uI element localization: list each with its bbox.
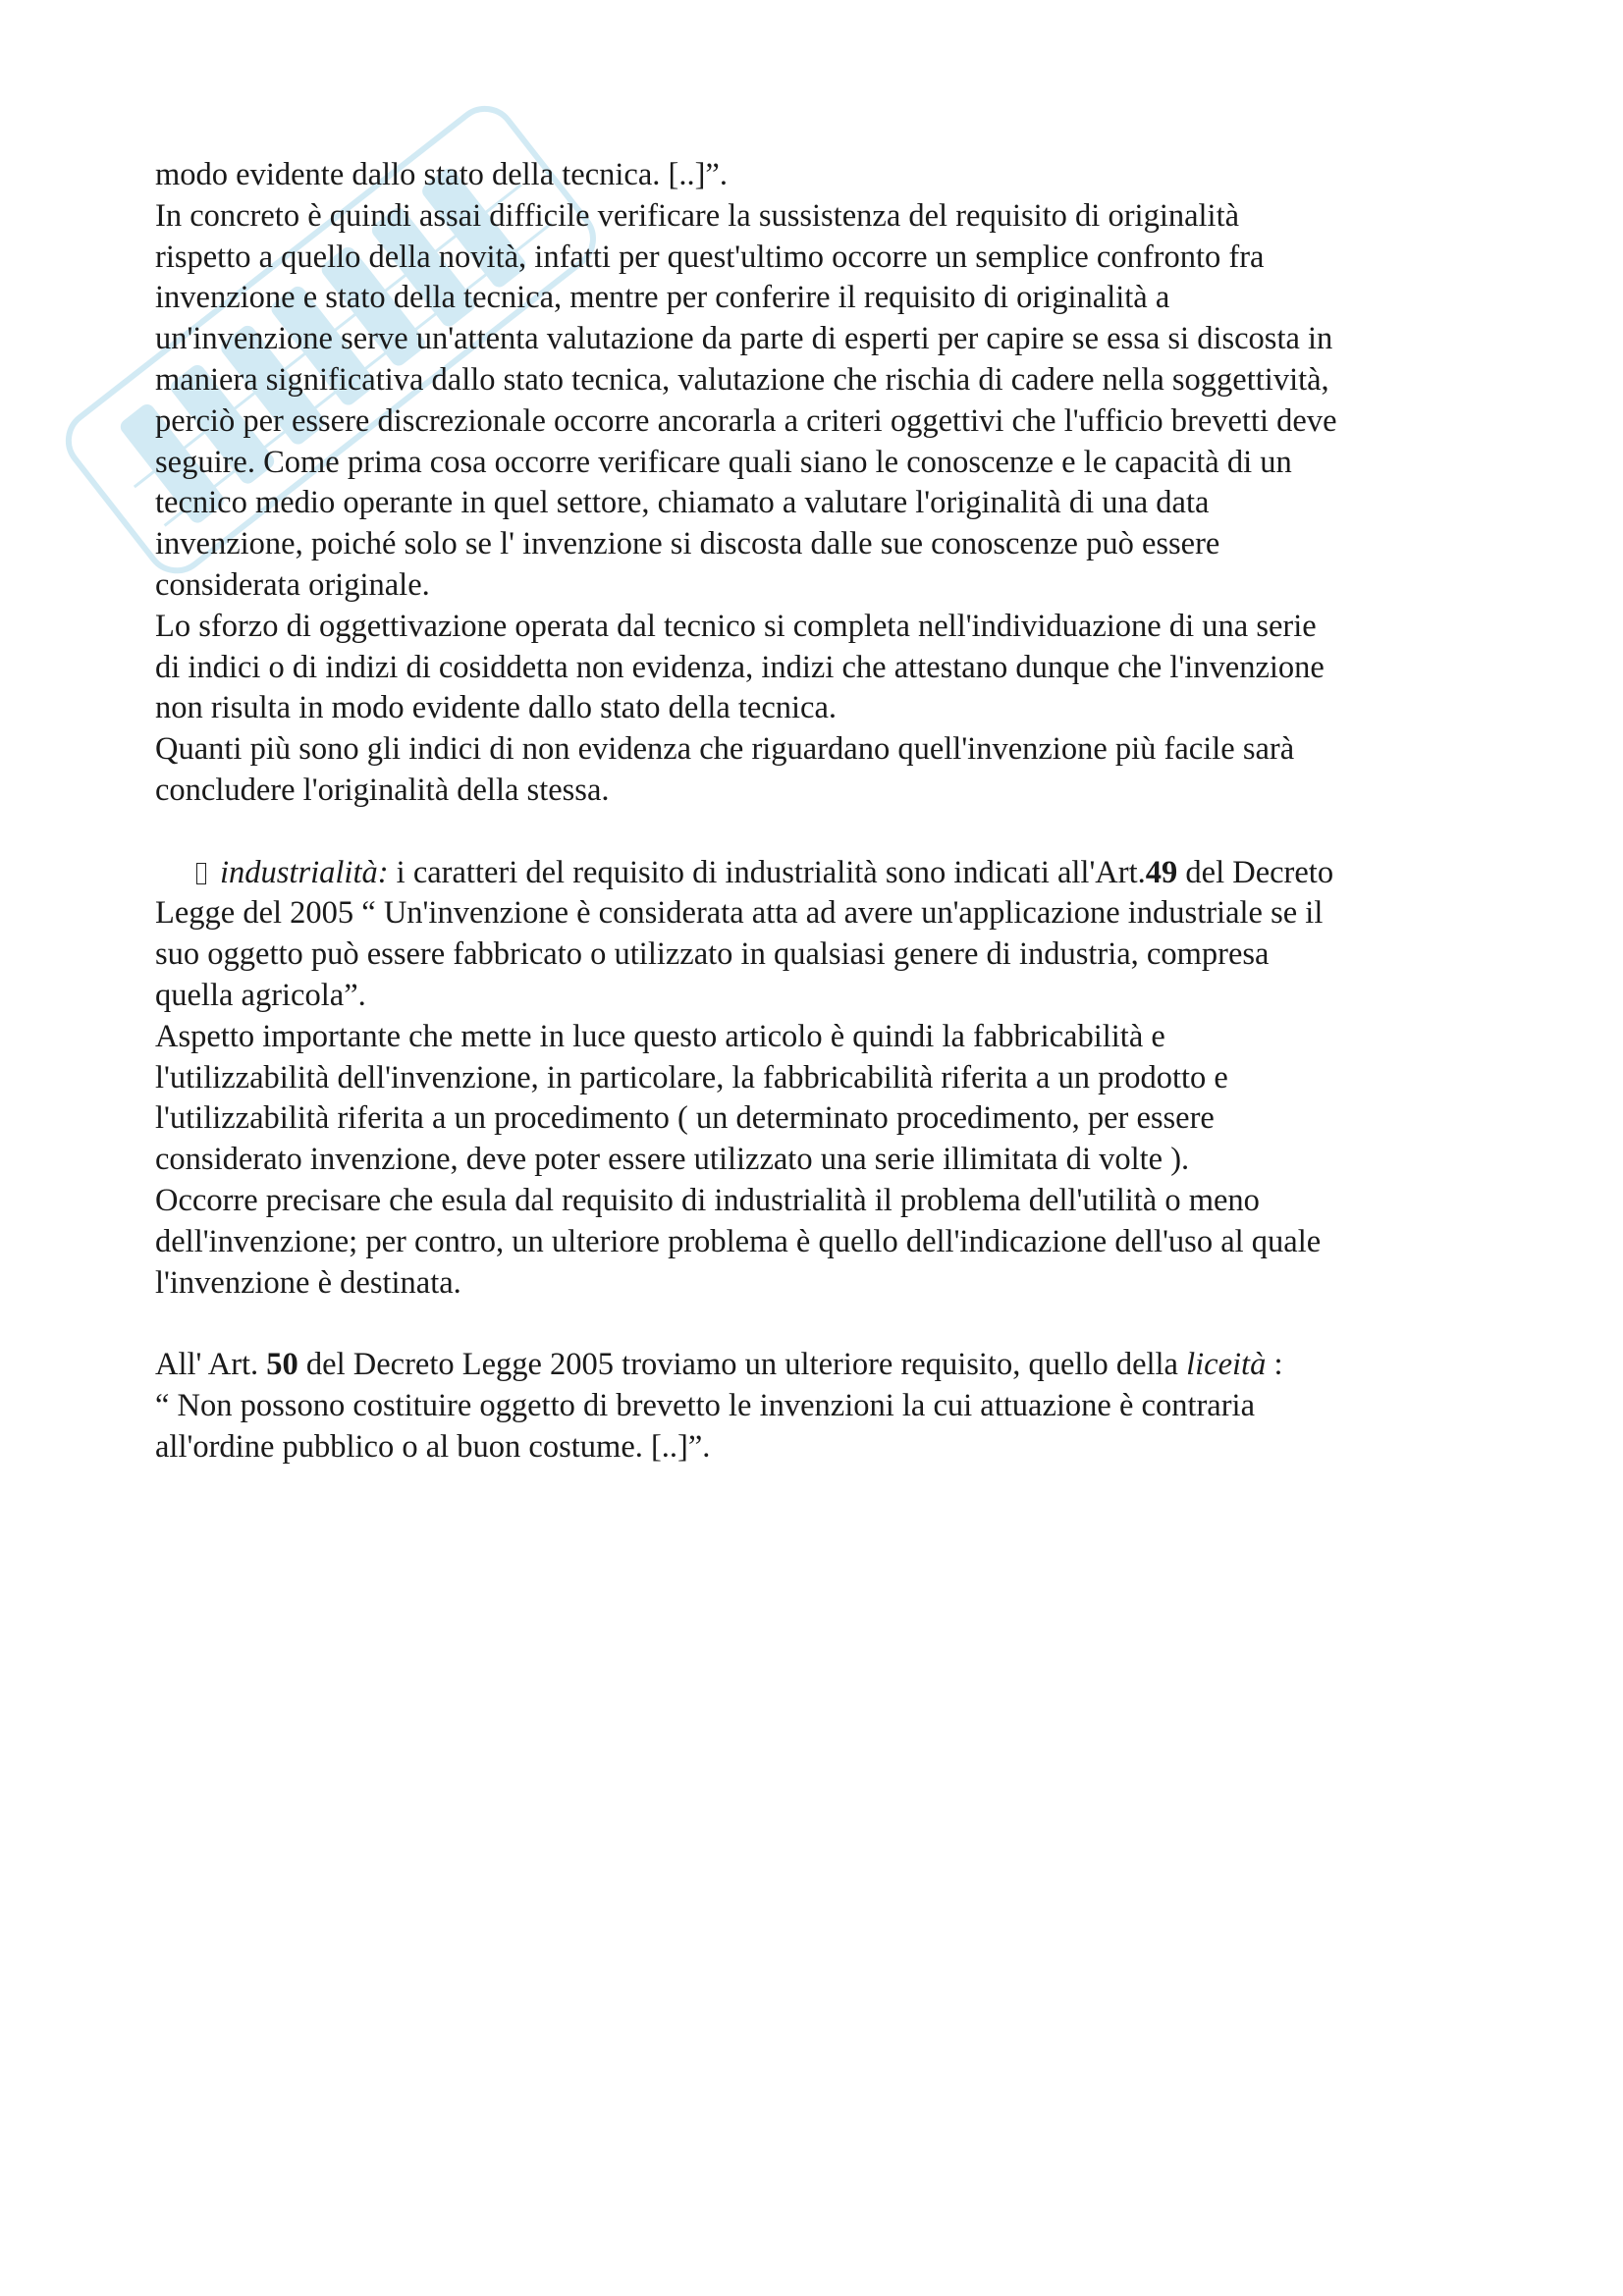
text-line: suo oggetto può essere fabbricato o utilizzato in qualsiasi genere di industria, compresa (155, 936, 1270, 973)
spacer (155, 812, 1490, 853)
paragraph-industrialita (155, 853, 1490, 1305)
text-line: Quanti più sono gli indici di non evidenza che riguardano quell'invenzione più facile sarà (155, 731, 1295, 768)
text-line: rispetto a quello della novità, infatti per quest'ultimo occorre un semplice confronto fra (155, 239, 1265, 275)
text-line: dell'invenzione; per contro, un ulteriore problema è quello dell'indicazione dell'uso al quale (155, 1223, 1322, 1259)
bullet-icon (196, 863, 206, 884)
intro-text: i caratteri del requisito di industrialità sono indicati all'Art. (388, 854, 1146, 890)
text-line: considerata originale. (155, 566, 430, 603)
text-line: invenzione e stato della tecnica, mentre per conferire il requisito di originalità a (155, 280, 1170, 316)
spacer (155, 1304, 1490, 1345)
text-line: l'invenzione è destinata. (155, 1264, 461, 1301)
text-line: l'utilizzabilità dell'invenzione, in particolare, la fabbricabilità riferita a un prodotto e (155, 1059, 1228, 1095)
term-liceita: liceità (1186, 1347, 1267, 1383)
text-line: concludere l'originalità della stessa. (155, 772, 610, 808)
text-line: invenzione, poiché solo se l' invenzione si discosta dalle sue conoscenze può essere (155, 526, 1220, 562)
liceita-intro-line (155, 1345, 1490, 1386)
text-line: di indici o di indizi di cosiddetta non evidenza, indizi che attestano dunque che l'invenzione (155, 649, 1325, 685)
text-line: maniera significativa dallo stato tecnica, valutazione che rischia di cadere nella soggettività, (155, 361, 1329, 398)
text-line: Lo sforzo di oggettivazione operata dal tecnico si completa nell'individuazione di una serie (155, 608, 1317, 644)
liceita-prefix: All' Art. (155, 1347, 267, 1383)
paragraph-liceita (155, 1345, 1490, 1468)
liceita-middle: del Decreto Legge 2005 troviamo un ulteriore requisito, quello della (298, 1347, 1187, 1383)
intro-end-text: del Decreto (1177, 854, 1334, 890)
text-line: l'utilizzabilità riferita a un procedimento ( un determinato procedimento, per essere (155, 1100, 1215, 1137)
term-industrialita: industrialità: (220, 854, 389, 890)
bullet-item-industrialita (155, 853, 1490, 894)
text-line: In concreto è quindi assai difficile verificare la sussistenza del requisito di originalità (155, 197, 1240, 234)
text-line: modo evidente dallo stato della tecnica. [..]”. (155, 157, 728, 192)
paragraph-originalita (155, 155, 1490, 812)
text-line: considerato invenzione, deve poter essere utilizzato una serie illimitata di volte ). (155, 1142, 1190, 1178)
text-line: tecnico medio operante in quel settore, chiamato a valutare l'originalità di una data (155, 485, 1210, 521)
text-line: “ Non possono costituire oggetto di brevetto le invenzioni la cui attuazione è contraria (155, 1387, 1255, 1423)
text-line: un'invenzione serve un'attenta valutazione da parte di esperti per capire se essa si discosta in (155, 321, 1333, 357)
text-line: non risulta in modo evidente dallo stato della tecnica. (155, 690, 838, 726)
text-line: seguire. Come prima cosa occorre verificare quali siano le conoscenze e le capacità di un (155, 444, 1292, 480)
article-number: 50 (266, 1347, 298, 1383)
document-body (155, 155, 1490, 1468)
text-line: Legge del 2005 “ Un'invenzione è considerata atta ad avere un'applicazione industriale se il (155, 895, 1324, 932)
liceita-suffix: : (1266, 1347, 1283, 1383)
text-line: all'ordine pubblico o al buon costume. [..]”. (155, 1428, 711, 1465)
article-number: 49 (1145, 854, 1178, 890)
text-line: quella agricola”. (155, 977, 366, 1013)
text-line: Aspetto importante che mette in luce questo articolo è quindi la fabbricabilità e (155, 1018, 1165, 1054)
text-line: perciò per essere discrezionale occorre ancorarla a criteri oggettivi che l'ufficio brevetti deve (155, 402, 1337, 439)
text-line: Occorre precisare che esula dal requisito di industrialità il problema dell'utilità o meno (155, 1182, 1260, 1218)
